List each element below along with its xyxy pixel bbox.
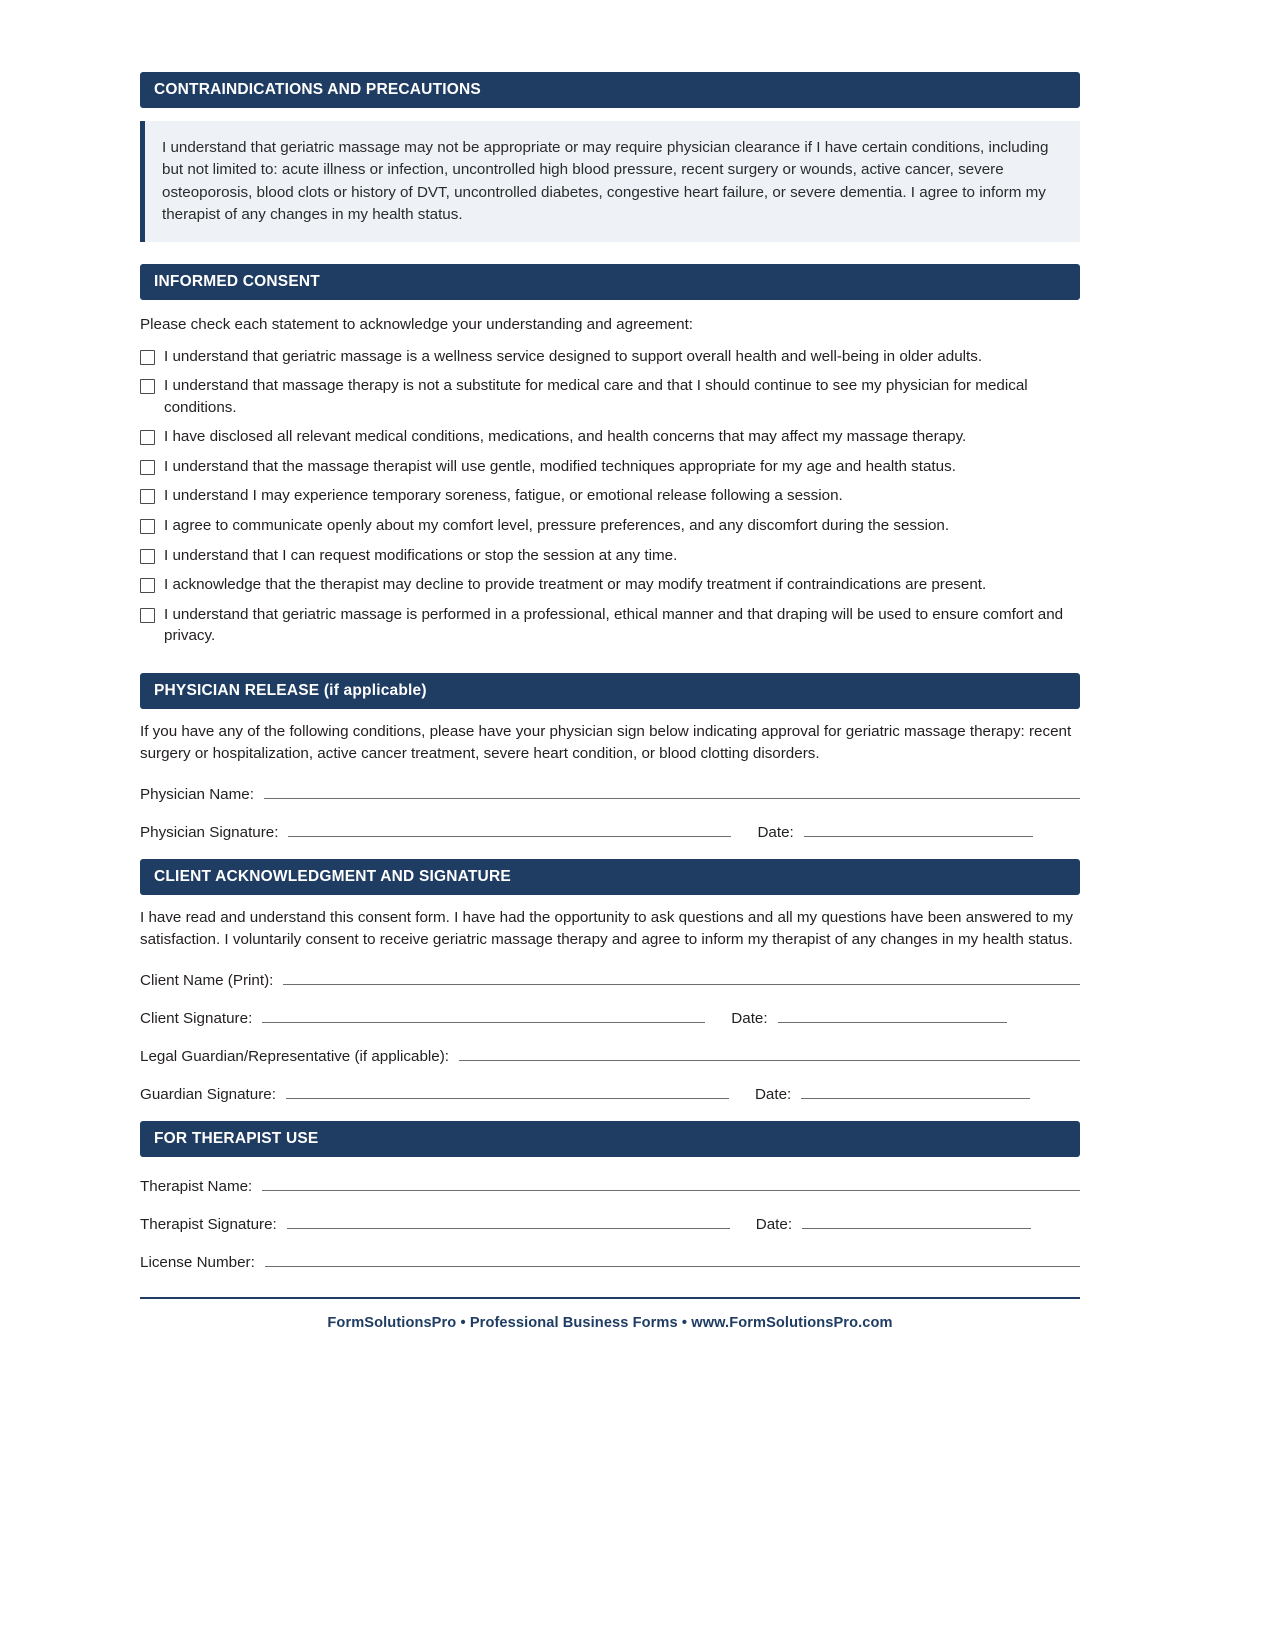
checkbox-icon[interactable] xyxy=(140,379,155,394)
client-signature-label: Client Signature: xyxy=(140,1010,253,1028)
checklist-item-label: I understand that geriatric massage is a wellness service designed to support overall health and well-being in older adults. xyxy=(164,347,983,365)
checklist-item[interactable] xyxy=(140,426,1080,448)
spacer xyxy=(140,242,1080,264)
field-row-physician-signature xyxy=(140,819,1080,841)
spacer xyxy=(140,841,1080,859)
spacer xyxy=(140,655,1080,673)
license-number-label: License Number: xyxy=(140,1254,255,1272)
checklist-item-label: I understand that I can request modifications or stop the session at any time. xyxy=(164,546,678,564)
therapist-date-input[interactable] xyxy=(802,1211,1031,1229)
spacer xyxy=(140,1103,1080,1121)
physician-date-label: Date: xyxy=(757,823,794,841)
field-row-therapist-signature xyxy=(140,1211,1080,1233)
section-header-contraindications: CONTRAINDICATIONS AND PRECAUTIONS xyxy=(140,72,1080,108)
client-signature-input[interactable] xyxy=(262,1005,705,1023)
checkbox-icon[interactable] xyxy=(140,460,155,475)
checklist-item-label: I understand I may experience temporary soreness, fatigue, or emotional release following a session. xyxy=(164,487,843,505)
informed-consent-checklist xyxy=(140,346,1080,647)
checklist-item-label: I understand that geriatric massage is performed in a professional, ethical manner and that draping will be used to ensure comfort and privacy. xyxy=(164,605,1064,645)
checkbox-icon[interactable] xyxy=(140,578,155,593)
field-row-guardian-name xyxy=(140,1043,1080,1065)
checklist-item-label: I agree to communicate openly about my comfort level, pressure preferences, and any discomfort during the session. xyxy=(164,516,950,534)
guardian-signature-label: Guardian Signature: xyxy=(140,1086,276,1104)
client-name-label: Client Name (Print): xyxy=(140,972,274,990)
section-header-client-acknowledgment: CLIENT ACKNOWLEDGMENT AND SIGNATURE xyxy=(140,859,1080,895)
therapist-signature-input[interactable] xyxy=(287,1211,730,1229)
checklist-item[interactable] xyxy=(140,604,1080,647)
contraindications-notice: I understand that geriatric massage may not be appropriate or may require physician clearance if I have certain conditions, including but not limited to: acute illness or infection, uncontrolled high blood pressure, recent surgery or wounds, active cancer, severe osteoporosis, blood clots or history of DVT, uncontrolled diabetes, congestive heart failure, or severe dementia. I agree to inform my therapist of any changes in my health status. xyxy=(140,121,1080,242)
section-header-therapist-use: FOR THERAPIST USE xyxy=(140,1121,1080,1157)
guardian-name-label: Legal Guardian/Representative (if applicable): xyxy=(140,1048,449,1066)
guardian-signature-input[interactable] xyxy=(286,1081,729,1099)
therapist-signature-label: Therapist Signature: xyxy=(140,1216,277,1234)
checklist-item-label: I acknowledge that the therapist may decline to provide treatment or may modify treatment if contraindications are present. xyxy=(164,576,987,594)
checkbox-icon[interactable] xyxy=(140,549,155,564)
guardian-name-input[interactable] xyxy=(459,1043,1080,1061)
checklist-item[interactable] xyxy=(140,456,1080,478)
client-name-input[interactable] xyxy=(283,967,1080,985)
physician-release-intro: If you have any of the following conditions, please have your physician sign below indicating approval for geriatric massage therapy: recent surgery or hospitalization, active cancer treatment, severe heart condition, or blood clotting disorders. xyxy=(140,722,1072,762)
checklist-item[interactable] xyxy=(140,545,1080,567)
field-row-license-number xyxy=(140,1249,1080,1271)
checklist-item[interactable] xyxy=(140,515,1080,537)
checkbox-icon[interactable] xyxy=(140,430,155,445)
section-header-informed-consent: INFORMED CONSENT xyxy=(140,264,1080,300)
physician-name-input[interactable] xyxy=(264,781,1080,799)
field-row-guardian-signature xyxy=(140,1081,1080,1103)
therapist-name-label: Therapist Name: xyxy=(140,1178,253,1196)
checklist-item[interactable] xyxy=(140,346,1080,368)
checklist-item[interactable] xyxy=(140,375,1080,418)
therapist-date-label: Date: xyxy=(755,1216,793,1234)
guardian-date-input[interactable] xyxy=(801,1081,1030,1099)
section-header-physician-release: PHYSICIAN RELEASE (if applicable) xyxy=(140,673,1080,709)
physician-name-label: Physician Name: xyxy=(140,785,254,803)
checklist-item-label: I understand that the massage therapist will use gentle, modified techniques appropriate for my age and health status. xyxy=(164,457,956,475)
document-content xyxy=(140,72,1080,1331)
physician-signature-label: Physician Signature: xyxy=(140,823,279,841)
field-row-client-signature xyxy=(140,1005,1080,1027)
field-row-physician-name xyxy=(140,781,1080,803)
footer-divider xyxy=(140,1297,1080,1299)
checkbox-icon[interactable] xyxy=(140,350,155,365)
checklist-item-label: I understand that massage therapy is not a substitute for medical care and that I should continue to see my physician for medical conditions. xyxy=(164,377,1028,416)
field-row-therapist-name xyxy=(140,1173,1080,1195)
checkbox-icon[interactable] xyxy=(140,489,155,504)
guardian-date-label: Date: xyxy=(754,1086,792,1104)
informed-consent-instruction: Please check each statement to acknowledge your understanding and agreement: xyxy=(140,316,694,334)
checkbox-icon[interactable] xyxy=(140,608,155,623)
therapist-name-input[interactable] xyxy=(262,1173,1080,1191)
checklist-item-label: I have disclosed all relevant medical conditions, medications, and health concerns that may affect my massage therapy. xyxy=(164,428,967,446)
checklist-item[interactable] xyxy=(140,574,1080,596)
physician-signature-input[interactable] xyxy=(288,819,731,837)
client-acknowledgment-statement: I have read and understand this consent form. I have had the opportunity to ask questions and all my questions have been answered to my satisfaction. I voluntarily consent to receive geriatric massage therapy and agree to inform my therapist of any changes in my health status. xyxy=(140,909,1073,949)
checklist-item[interactable] xyxy=(140,485,1080,507)
footer-text: FormSolutionsPro • Professional Business Forms • www.FormSolutionsPro.com xyxy=(327,1315,893,1332)
license-number-input[interactable] xyxy=(265,1249,1080,1267)
field-row-client-name xyxy=(140,967,1080,989)
checkbox-icon[interactable] xyxy=(140,519,155,534)
client-date-input[interactable] xyxy=(778,1005,1007,1023)
physician-date-input[interactable] xyxy=(804,819,1033,837)
client-date-label: Date: xyxy=(731,1010,768,1028)
